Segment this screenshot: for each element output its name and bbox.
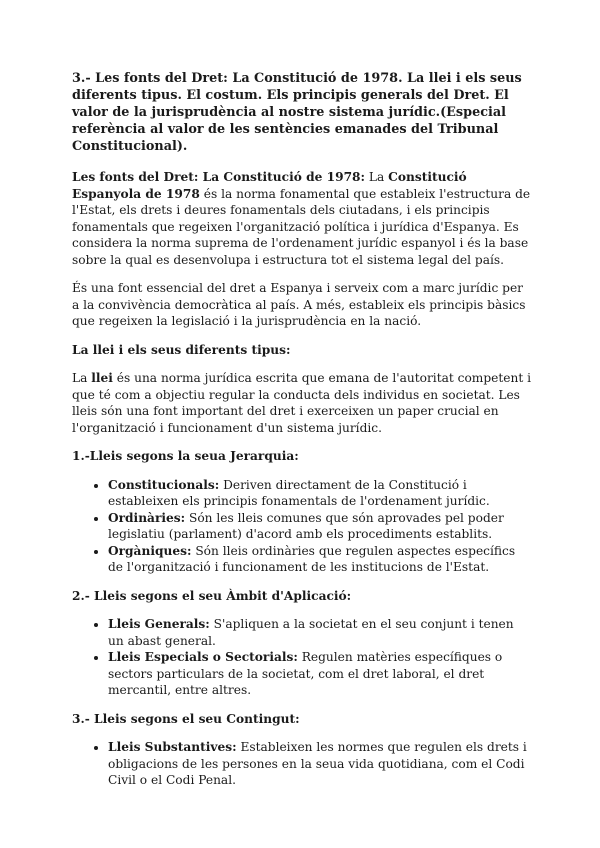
list-jerarquia bbox=[72, 477, 532, 576]
list-ambit bbox=[72, 616, 532, 699]
section-heading-contingut: 3.- Lleis segons el seu Contingut: bbox=[72, 711, 300, 726]
list-item-term: Ordinàries: bbox=[108, 510, 186, 525]
paragraph-constitucio bbox=[72, 169, 532, 268]
paragraph-text: és la norma fonamental que estableix l'estructura de l'Estat, els drets i deures fonamentals dels ciutadans, i els principis fonamentals que regeixen l'organització política i jurídica d'Espanya. Es considera la norma suprema de l'ordenament jurídic espanyol i és la base sobre la qual es desenvolupa i estructura tot el sistema legal del país. bbox=[72, 186, 531, 267]
paragraph-text: La bbox=[365, 170, 389, 184]
paragraph-label: Les fonts del Dret: La Constitució de 1978: bbox=[72, 170, 366, 184]
list-item bbox=[108, 649, 532, 699]
list-item-text: Deriven directament de la Constitució i estableixen els principis fonamentals de l'ordenament jurídic. bbox=[108, 477, 490, 508]
bold-term: Constitució Espanyola de 1978 bbox=[72, 170, 467, 201]
paragraph-llei bbox=[72, 370, 532, 436]
list-item bbox=[108, 616, 532, 649]
list-item-text: Són les lleis comunes que són aprovades pel poder legislatiu (parlament) d'acord amb els procediments establits. bbox=[108, 510, 504, 541]
list-item-term: Constitucionals: bbox=[108, 477, 220, 492]
list-item-text: Són lleis ordinàries que regulen aspectes específics de l'organització i funcionament de les institucions de l'Estat. bbox=[108, 543, 516, 574]
section-heading-ambit: 2.- Lleis segons el seu Àmbit d'Aplicació: bbox=[72, 588, 352, 603]
paragraph-font-essencial: És una font essencial del dret a Espanya i serveix com a marc jurídic per a la convivència democràtica al país. A més, estableix els principis bàsics que regeixen la legislació i la jurisprudència en la nació. bbox=[72, 281, 526, 328]
document-title: 3.- Les fonts del Dret: La Constitució de 1978. La llei i els seus diferents tipus. El costum. Els principis generals del Dret. El valor de la jurisprudència al nostre sistema jurídic.(Especial referència al valor de les sentències emanades del Tribunal Constitucional). bbox=[72, 71, 522, 154]
list-item-term: Lleis Especials o Sectorials: bbox=[108, 650, 298, 664]
paragraph-text: és una norma jurídica escrita que emana de l'autoritat competent i que té com a objectiu regular la conducta dels individus en societat. Les lleis són una font important del dret i exerceixen un paper crucial en l'organització i funcionament d'un sistema jurídic. bbox=[72, 371, 531, 435]
list-item bbox=[108, 477, 532, 510]
section-heading-jerarquia: 1.-Lleis segons la seua Jerarquia: bbox=[72, 449, 299, 463]
list-item-term: Orgàniques: bbox=[108, 543, 192, 558]
list-item bbox=[108, 510, 532, 543]
section-heading-llei: La llei i els seus diferents tipus: bbox=[72, 342, 291, 357]
document-page bbox=[72, 70, 532, 801]
list-item-term: Lleis Generals: bbox=[108, 617, 210, 631]
paragraph-text: La bbox=[72, 371, 92, 385]
list-item bbox=[108, 543, 532, 576]
list-contingut bbox=[72, 739, 532, 789]
bold-term: llei bbox=[91, 371, 113, 385]
list-item bbox=[108, 739, 532, 789]
list-item-text: Regulen matèries específiques o sectors particulars de la societat, com el dret laboral, el dret mercantil, entre altres. bbox=[108, 650, 503, 697]
list-item-text: S'apliquen a la societat en el seu conjunt i tenen un abast general. bbox=[108, 617, 514, 648]
list-item-text: Estableixen les normes que regulen els drets i obligacions de les persones en la seua vida quotidiana, com el Codi Civil o el Codi Penal. bbox=[108, 740, 527, 787]
list-item-term: Lleis Substantives: bbox=[108, 740, 237, 754]
